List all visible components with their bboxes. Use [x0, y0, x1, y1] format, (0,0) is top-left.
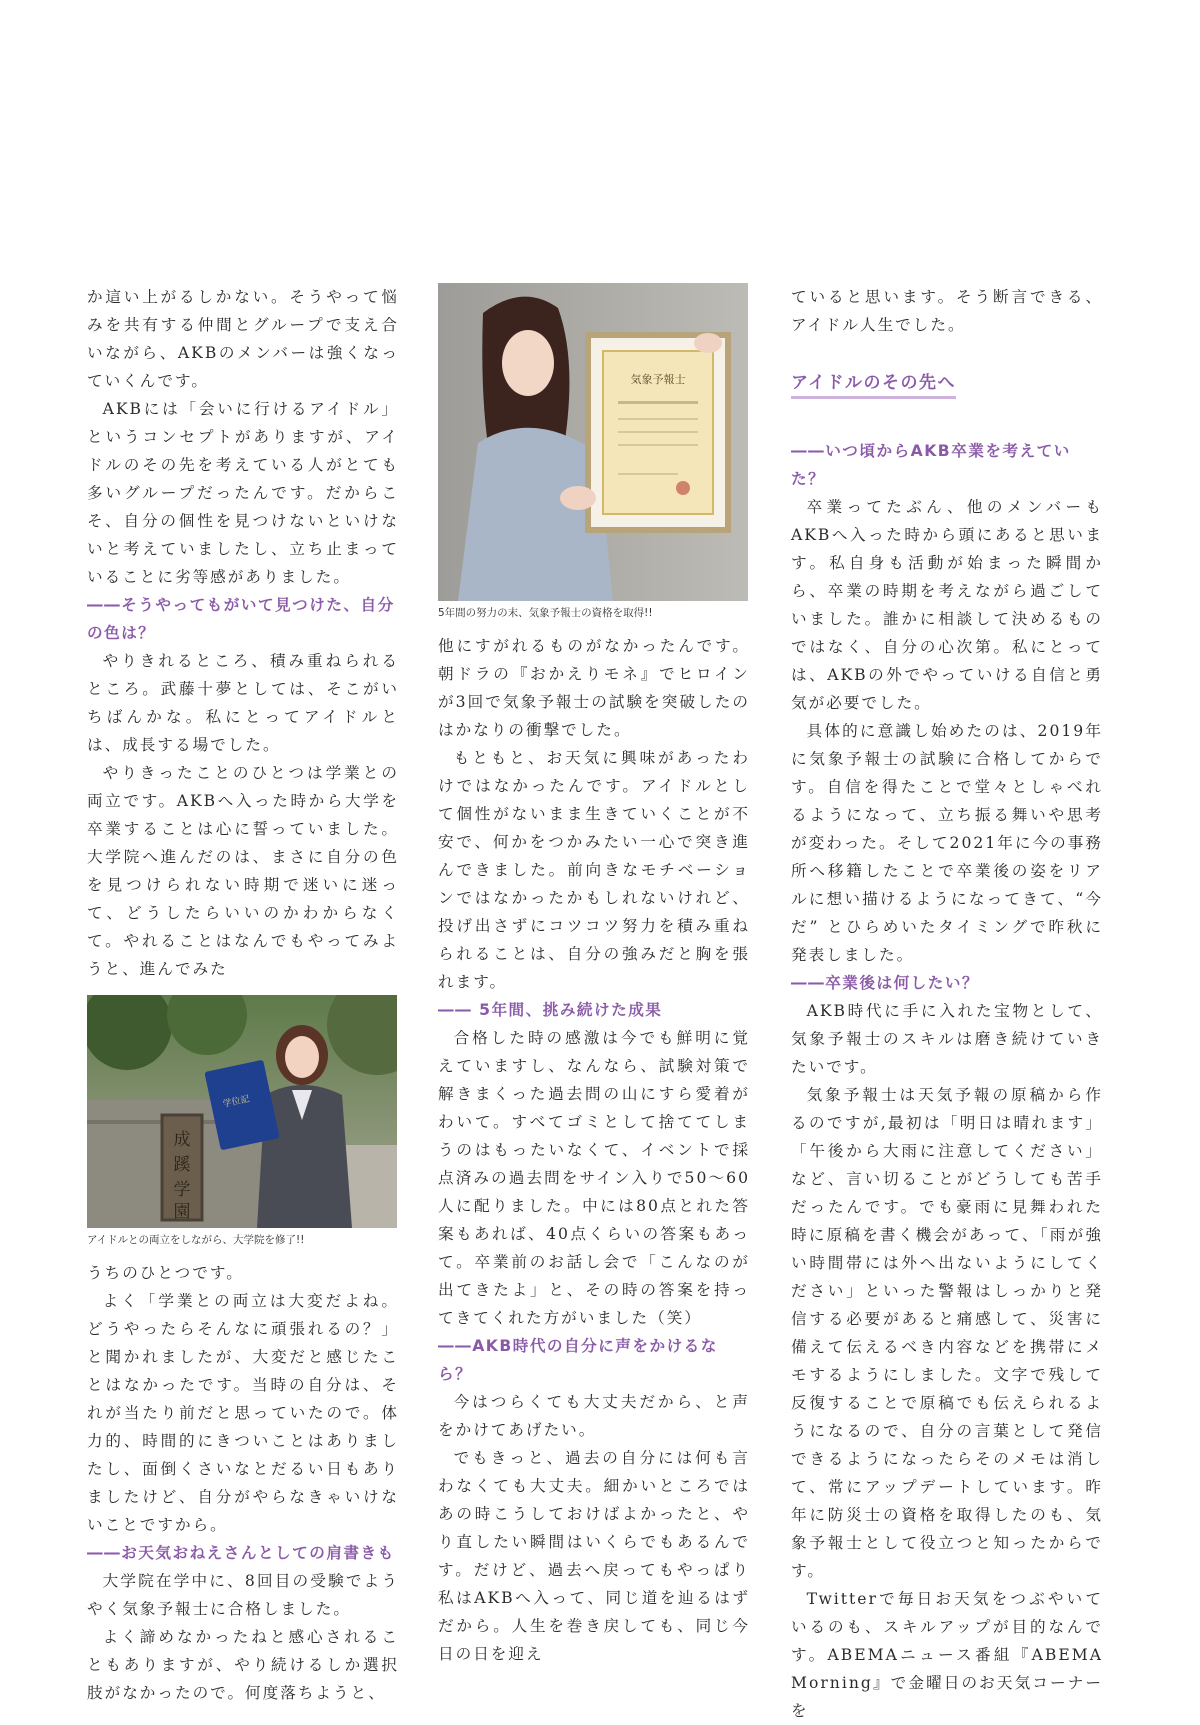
- paragraph: やりきれるところ、積み重ねられるところ。武藤十夢としては、そこがいちばんかな。私にとってアイドルとは、成長する場でした。: [87, 652, 399, 754]
- paragraph: よく「学業との両立は大変だよね。どうやったらそんなに頑張れるの？」と聞かれましたが、大変だと感じたことはなかったです。当時の自分は、それが当たり前だと思っていたので。体力的、時間的にきついことはありましたし、面倒くさいなとだるい日もありましたけど、自分がやらなきゃいけないことですから。: [87, 1292, 399, 1534]
- photo-certificate: [438, 283, 748, 601]
- graduation-photo-image: [87, 995, 397, 1228]
- paragraph: でもきっと、過去の自分には何も言わなくても大丈夫。細かいところではあの時こうしておけばよかったと、やり直したい瞬間はいくらでもあるんです。だけど、過去へ戻ってもやっぱり私はAKBへ入って、同じ道を辿るはずだから。人生を巻き戻しても、同じ今日の日を迎え: [438, 1449, 750, 1663]
- article-column-1: [87, 283, 399, 1707]
- interview-question: ―― 5年間、挑み続けた成果: [438, 1001, 663, 1019]
- paragraph: 卒業ってたぶん、他のメンバーもAKBへ入った時から頭にあると思います。私自身も活動が始まった瞬間から、卒業の時期を考えながら過ごしていました。誰かに相談して決めるものではなく、自分の心次第。私にとっては、AKBの外でやっていける自信と勇気が必要でした。: [791, 498, 1103, 712]
- paragraph: 他にすがれるものがなかったんです。朝ドラの『おかえりモネ』でヒロインが3回で気象予報士の試験を突破したのはかなりの衝撃でした。: [438, 637, 750, 739]
- svg-text:学位記: 学位記: [222, 1094, 251, 1110]
- paragraph: 具体的に意識し始めたのは、2019年に気象予報士の試験に合格してからです。自信を得たことで堂々としゃべれるようになって、立ち振る舞いや思考が変わった。そして2021年に今の事務所へ移籍したことで卒業後の姿をリアルに想い描けるようになってきて、“今だ” とひらめいたタイミングで昨秋に発表しました。: [791, 722, 1103, 964]
- paragraph: AKBには「会いに行けるアイドル」というコンセプトがありますが、アイドルのその先を考えている人がとても多いグループだったんです。だからこそ、自分の個性を見つけないといけないと考えていましたし、立ち止まっていることに劣等感がありました。: [87, 400, 399, 586]
- paragraph: 合格した時の感激は今でも鮮明に覚えていますし、なんなら、試験対策で解きまくった過去問の山にすら愛着がわいて。すべてゴミとして捨ててしまうのはもったいなくて、イベントで採点済みの過去問をサイン入りで50～60人に配りました。中には80点とれた答案もあれば、40点くらいの答案もあって。卒業前のお話し会で「こんなのが出てきたよ」と、その時の答案を持ってきてくれた方がいました（笑）: [438, 1029, 750, 1327]
- paragraph: うちのひとつです。: [87, 1264, 244, 1282]
- paragraph: よく諦めなかったねと感心されることもありますが、やり続けるしか選択肢がなかったので。何度落ちようと、: [87, 1628, 399, 1702]
- paragraph: ていると思います。そう断言できる、アイドル人生でした。: [791, 288, 1103, 334]
- paragraph: Twitterで毎日お天気をつぶやいているのも、スキルアップが目的なんです。ABEMAニュース番組『ABEMA Morning』で金曜日のお天気コーナーを: [791, 1590, 1103, 1720]
- paragraph: やりきったことのひとつは学業との両立です。AKBへ入った時から大学を卒業することは心に誓っていました。大学院へ進んだのは、まさに自分の色を見つけられない時期で迷いに迷って、どうしたらいいのかわからなくて。やれることはなんでもやってみようと、進んでみた: [87, 764, 399, 978]
- article-column-3: [791, 283, 1103, 1725]
- photo-caption: 5年間の努力の末、気象予報士の資格を取得!!: [438, 607, 653, 619]
- interview-question: ――いつ頃からAKB卒業を考えていた？: [791, 442, 1071, 488]
- article-column-2: [438, 283, 750, 1668]
- photo-graduation: [87, 995, 397, 1228]
- svg-text:園: 園: [173, 1202, 191, 1222]
- paragraph: 今はつらくても大丈夫だから、と声をかけてあげたい。: [438, 1393, 750, 1439]
- interview-question: ――そうやってもがいて見つけた、自分の色は？: [87, 596, 395, 642]
- interview-question: ――卒業後は何したい？: [791, 974, 980, 992]
- paragraph: もともと、お天気に興味があったわけではなかったんです。アイドルとして個性がないまま生きていくことが不安で、何かをつかみたい一心で突き進んできました。前向きなモチベーションではなかったかもしれないけれど、投げ出さずにコツコツ努力を積み重ねられることは、自分の強みだと胸を張れます。: [438, 749, 750, 991]
- svg-text:学: 学: [173, 1180, 191, 1200]
- paragraph: 気象予報士は天気予報の原稿から作るのですが,最初は「明日は晴れます」「午後から大雨に注意してください」など、言い切ることがどうしても苦手だったんです。でも豪雨に見舞われた時に原稿を書く機会があって、「雨が強い時間帯には外へ出ないようにしてください」といった警報はしっかりと発信する必要があると痛感して、災害に備えて伝えるべき内容などを携帯にメモするようにしました。文字で残して反復することで原稿でも伝えられるようになるので、自分の言葉として発信できるようになったらそのメモは消して、常にアップデートしています。昨年に防災士の資格を取得したのも、気象予報士として役立つと知ったからです。: [791, 1086, 1103, 1580]
- paragraph: AKB時代に手に入れた宝物として、気象予報士のスキルは磨き続けていきたいです。: [791, 1002, 1103, 1076]
- certificate-photo-image: [438, 283, 748, 601]
- photo-caption: アイドルとの両立をしながら、大学院を修了!!: [87, 1234, 305, 1246]
- svg-text:蹊: 蹊: [173, 1155, 191, 1175]
- interview-question: ――お天気おねえさんとしての肩書きも: [87, 1544, 395, 1562]
- paragraph: か這い上がるしかない。そうやって悩みを共有する仲間とグループで支え合いながら、AKBのメンバーは強くなっていくんです。: [87, 288, 399, 390]
- paragraph: 大学院在学中に、8回目の受験でようやく気象予報士に合格しました。: [87, 1572, 399, 1618]
- svg-text:成: 成: [173, 1130, 191, 1150]
- certificate-title: 気象予報士: [630, 373, 686, 386]
- interview-question: ――AKB時代の自分に声をかけるなら？: [438, 1337, 718, 1383]
- section-heading: アイドルのその先へ: [791, 371, 956, 399]
